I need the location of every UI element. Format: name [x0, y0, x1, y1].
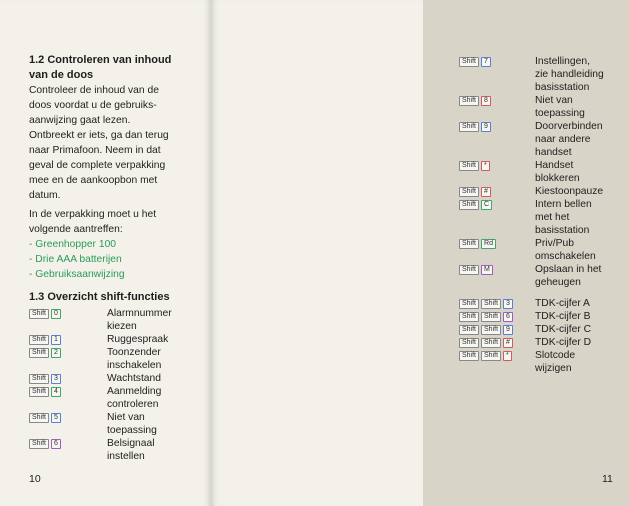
- shift-key-icon: Shift: [29, 348, 49, 358]
- description-line: controleren: [107, 399, 159, 410]
- keypad-key-icon: 0: [51, 309, 61, 319]
- shift-function-row: [459, 263, 629, 289]
- shift-key-icon: Shift: [481, 312, 501, 322]
- page-number: 10: [29, 473, 41, 485]
- para-line: Controleer de inhoud van de: [29, 85, 159, 96]
- shift-key-icon: Shift: [459, 338, 479, 348]
- description-line: Ruggespraak: [107, 334, 169, 345]
- keypad-key-icon: 7: [481, 57, 491, 67]
- description-line: Opslaan in het: [535, 264, 602, 275]
- key-combination: [29, 411, 107, 423]
- function-description: [535, 159, 580, 185]
- keypad-key-icon: *: [503, 351, 512, 361]
- shift-function-row: [459, 310, 629, 323]
- key-combination: [29, 333, 107, 345]
- shift-key-icon: Shift: [459, 312, 479, 322]
- list-item: - Drie AAA batterijen: [29, 252, 205, 267]
- shift-key-icon: Shift: [459, 161, 479, 171]
- shift-key-icon: Shift: [29, 387, 49, 397]
- function-description: [535, 94, 585, 120]
- key-combination: [459, 237, 535, 249]
- shift-function-row: [459, 297, 629, 310]
- function-description: [107, 372, 161, 385]
- shift-function-row: [459, 185, 629, 198]
- shift-function-row: [459, 237, 629, 263]
- description-line: handset: [535, 147, 572, 158]
- contents-list: [29, 237, 205, 282]
- para-line: In de verpakking moet u het: [29, 209, 157, 220]
- description-line: kiezen: [107, 321, 137, 332]
- keypad-key-icon: 6: [503, 312, 513, 322]
- description-line: TDK-cijfer B: [535, 311, 591, 322]
- right-content: [459, 53, 629, 375]
- heading-line-1: 1.2 Controleren van inhoud: [29, 54, 172, 66]
- keypad-key-icon: 4: [51, 387, 61, 397]
- key-combination: [459, 310, 535, 322]
- list-item: - Gebruiksaanwijzing: [29, 267, 205, 282]
- para-line: datum.: [29, 190, 61, 201]
- keypad-key-icon: 2: [51, 348, 61, 358]
- shift-function-row: [29, 333, 205, 346]
- shift-key-icon: Shift: [29, 413, 49, 423]
- key-combination: [29, 307, 107, 319]
- description-line: geheugen: [535, 277, 581, 288]
- description-line: Slotcode: [535, 350, 576, 361]
- keypad-key-icon: 6: [51, 439, 61, 449]
- description-line: Aanmelding: [107, 386, 162, 397]
- description-line: Priv/Pub: [535, 238, 574, 249]
- shift-function-row: [459, 336, 629, 349]
- description-line: naar andere: [535, 134, 591, 145]
- shift-key-icon: Shift: [29, 309, 49, 319]
- shift-key-icon: Shift: [459, 57, 479, 67]
- row-spacer: [459, 289, 629, 297]
- function-description: [535, 323, 591, 336]
- keypad-key-icon: 9: [481, 122, 491, 132]
- shift-function-row: [459, 159, 629, 185]
- shift-function-row: [29, 437, 205, 463]
- keypad-key-icon: #: [481, 187, 491, 197]
- intro-paragraph: [29, 83, 205, 203]
- function-description: [535, 349, 575, 375]
- shift-key-icon: Shift: [459, 96, 479, 106]
- shift-key-icon: Shift: [459, 351, 479, 361]
- description-line: blokkeren: [535, 173, 580, 184]
- heading-line-2: van de doos: [29, 69, 94, 81]
- description-line: inschakelen: [107, 360, 162, 371]
- shift-function-table-continued: [459, 55, 629, 375]
- key-combination: [29, 346, 107, 358]
- para-line: mee en de aankoopbon met: [29, 175, 158, 186]
- key-combination: [459, 55, 535, 67]
- function-description: [535, 237, 596, 263]
- key-combination: [459, 349, 535, 361]
- page-number: 11: [602, 473, 613, 485]
- shift-key-icon: Shift: [29, 374, 49, 384]
- shift-function-row: [459, 55, 629, 94]
- para-line: volgende aantreffen:: [29, 224, 123, 235]
- key-combination: [29, 372, 107, 384]
- description-line: Niet van: [107, 412, 145, 423]
- function-description: [535, 198, 592, 237]
- description-line: met het: [535, 212, 570, 223]
- key-combination: [459, 263, 535, 275]
- section-heading-1-3: 1.3 Overzicht shift-functies: [29, 291, 170, 303]
- description-line: zie handleiding: [535, 69, 604, 80]
- description-line: Toonzender: [107, 347, 161, 358]
- description-line: wijzigen: [535, 363, 572, 374]
- shift-function-table: [29, 307, 205, 463]
- shift-function-row: [459, 323, 629, 336]
- shift-key-icon: Shift: [481, 325, 501, 335]
- function-description: [535, 55, 604, 94]
- function-description: [107, 346, 161, 372]
- para-line: naar Primafoon. Neem in dat: [29, 145, 161, 156]
- description-line: TDK-cijfer A: [535, 298, 590, 309]
- description-line: Intern bellen: [535, 199, 592, 210]
- function-description: [107, 411, 157, 437]
- keypad-key-icon: Rd: [481, 239, 496, 249]
- para-line: doos voordat u de gebruiks-: [29, 100, 157, 111]
- shift-key-icon: Shift: [481, 299, 501, 309]
- function-description: [535, 297, 590, 310]
- keypad-key-icon: 9: [503, 325, 513, 335]
- description-line: Kiestoonpauze: [535, 186, 604, 197]
- function-description: [535, 185, 603, 198]
- shift-key-icon: Shift: [29, 335, 49, 345]
- keypad-key-icon: M: [481, 265, 493, 275]
- function-description: [107, 333, 168, 346]
- description-line: instellen: [107, 451, 145, 462]
- function-description: [107, 307, 172, 333]
- key-combination: [29, 437, 107, 449]
- description-line: Wachtstand: [107, 373, 161, 384]
- shift-function-row: [29, 411, 205, 437]
- keypad-key-icon: 1: [51, 335, 61, 345]
- list-item: - Greenhopper 100: [29, 237, 205, 252]
- left-content: [29, 53, 205, 463]
- key-combination: [459, 185, 535, 197]
- shift-function-row: [29, 385, 205, 411]
- description-line: TDK-cijfer D: [535, 337, 592, 348]
- shift-key-icon: Shift: [459, 122, 479, 132]
- shift-function-row: [459, 94, 629, 120]
- key-combination: [459, 120, 535, 132]
- shift-key-icon: Shift: [481, 351, 501, 361]
- description-line: Alarmnummer: [107, 308, 172, 319]
- keypad-key-icon: #: [503, 338, 513, 348]
- description-line: basisstation: [535, 225, 590, 236]
- shift-function-row: [459, 349, 629, 375]
- description-line: Handset: [535, 160, 574, 171]
- shift-function-row: [459, 198, 629, 237]
- description-line: toepassing: [107, 425, 157, 436]
- key-combination: [29, 385, 107, 397]
- keypad-key-icon: 3: [503, 299, 513, 309]
- shift-function-row: [29, 346, 205, 372]
- description-line: omschakelen: [535, 251, 596, 262]
- description-line: Doorverbinden: [535, 121, 603, 132]
- para-line: Ontbreekt er iets, ga dan terug: [29, 130, 169, 141]
- shift-function-row: [29, 307, 205, 333]
- description-line: toepassing: [535, 108, 585, 119]
- shift-key-icon: Shift: [459, 187, 479, 197]
- shift-key-icon: Shift: [29, 439, 49, 449]
- description-line: Instellingen,: [535, 56, 590, 67]
- key-combination: [459, 198, 535, 210]
- description-line: Niet van: [535, 95, 573, 106]
- keypad-key-icon: 3: [51, 374, 61, 384]
- shift-key-icon: Shift: [459, 265, 479, 275]
- function-description: [107, 385, 161, 411]
- shift-key-icon: Shift: [459, 299, 479, 309]
- description-line: Belsignaal: [107, 438, 155, 449]
- shift-key-icon: Shift: [481, 338, 501, 348]
- keypad-key-icon: C: [481, 200, 492, 210]
- para-line: geval de complete verpakking: [29, 160, 166, 171]
- shift-function-row: [29, 372, 205, 385]
- key-combination: [459, 159, 535, 171]
- key-combination: [459, 297, 535, 309]
- contents-paragraph: [29, 207, 205, 237]
- description-line: basisstation: [535, 82, 590, 93]
- function-description: [535, 336, 591, 349]
- shift-function-row: [459, 120, 629, 159]
- function-description: [107, 437, 155, 463]
- key-combination: [459, 336, 535, 348]
- right-page: [211, 0, 613, 506]
- function-description: [535, 120, 603, 159]
- shift-key-icon: Shift: [459, 325, 479, 335]
- section-heading-1-2: [29, 53, 205, 83]
- description-line: TDK-cijfer C: [535, 324, 592, 335]
- shift-key-icon: Shift: [459, 239, 479, 249]
- para-line: aanwijzing gaat lezen.: [29, 115, 131, 126]
- function-description: [535, 310, 591, 323]
- keypad-key-icon: 8: [481, 96, 491, 106]
- shift-key-icon: Shift: [459, 200, 479, 210]
- keypad-key-icon: *: [481, 161, 490, 171]
- key-combination: [459, 94, 535, 106]
- key-combination: [459, 323, 535, 335]
- left-page: [0, 0, 211, 506]
- function-description: [535, 263, 601, 289]
- keypad-key-icon: 5: [51, 413, 61, 423]
